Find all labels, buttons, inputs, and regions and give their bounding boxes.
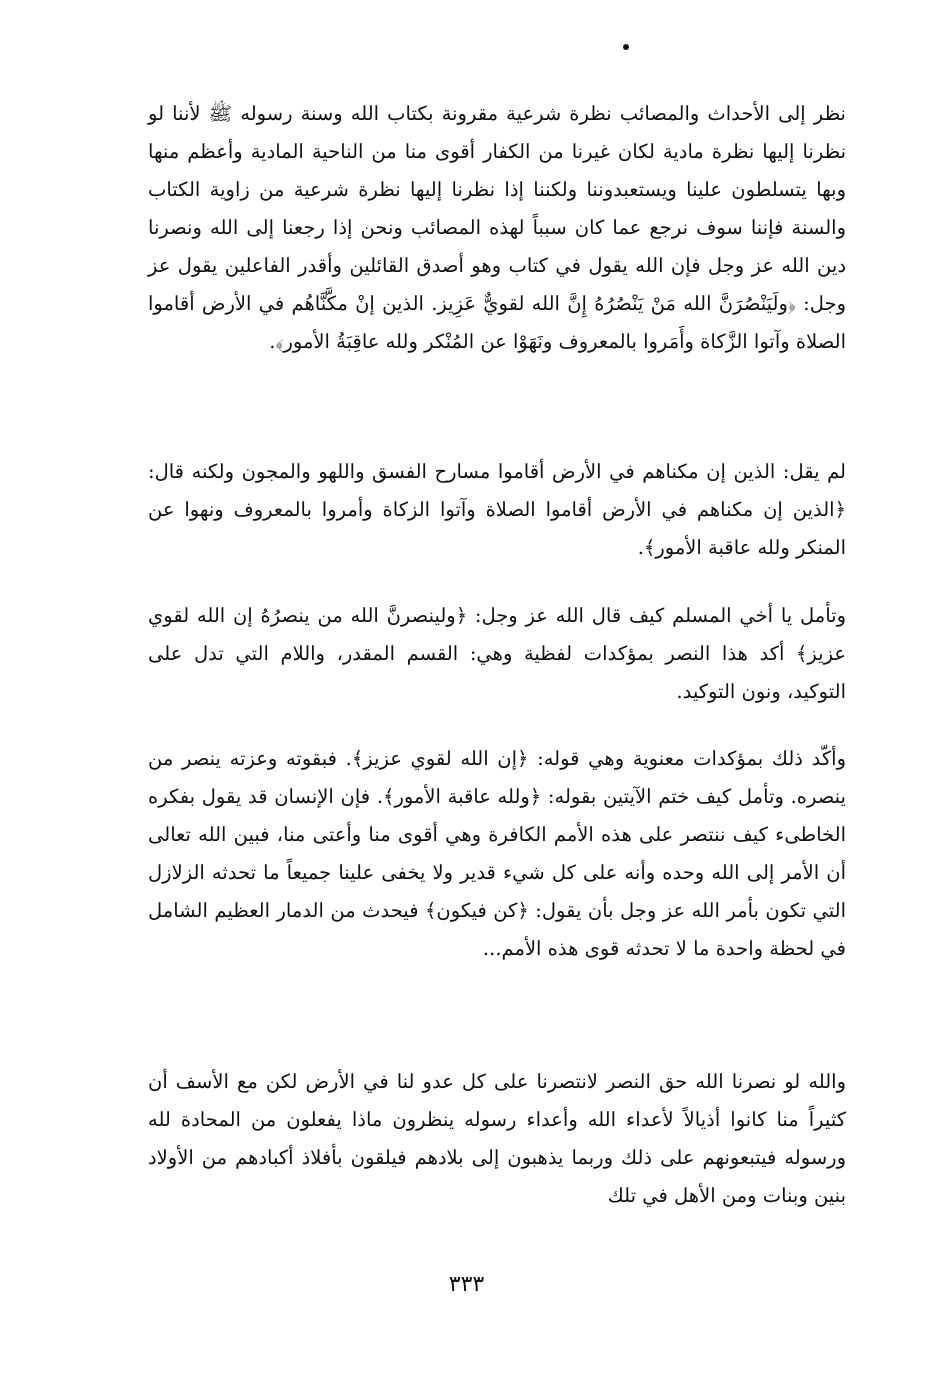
page-number: ٣٣٣ <box>448 1272 485 1297</box>
top-dot-mark <box>623 44 629 50</box>
paragraph-4: وأكّد ذلك بمؤكدات معنوية وهي قوله: ﴿إن الله لقوي عزيز﴾. فبقوته وعزته ينصر من ينصره. وتأمل كيف ختم الآيتين بقوله: ﴿ولله عاقبة الأمور﴾. فإن الإنسان قد يقول بفكره الخاطىء كيف ننتصر على هذه الأمم الكافرة وهي أقوى منا وأعتى منا، فبين الله تعالى أن الأمر إلى الله وحده وأنه على كل شيء قدير ولا يخفى علينا جميعاً ما تحدثه الزلازل التي تكون بأمر الله عز وجل بأن يقول: ﴿كن فيكون﴾ فيحدث من الدمار العظيم الشامل في لحظة واحدة ما لا تحدثه قوى هذه الأمم... <box>148 747 846 960</box>
paragraph-3: وتأمل يا أخي المسلم كيف قال الله عز وجل: ﴿ولينصرنَّ الله من ينصرُهُ إن الله لقوي عزيز﴾ أكد هذا النصر بمؤكدات لفظية وهي: القسم المقدر، واللام التي تدل على التوكيد، ونون التوكيد. <box>148 604 846 703</box>
paragraph-2: لم يقل: الذين إن مكناهم في الأرض أقاموا مسارح الفسق واللهو والمجون ولكنه قال: ﴿الذين إن مكناهم في الأرض أقاموا الصلاة وآتوا الزكاة وأمروا بالمعروف ونهوا عن المنكر ولله عاقبة الأمور﴾. <box>148 460 846 559</box>
paragraph-5: والله لو نصرنا الله حق النصر لانتصرنا على كل عدو لنا في الأرض لكن مع الأسف أن كثيراً منا كانوا أذيالاً لأعداء الله وأعداء رسوله ينظرون ماذا يفعلون من المحادة لله ورسوله فيتبعونهم على ذلك وربما يذهبون إلى بلادهم فيلقون بأفلاذ أكبادهم من الأولاد بنين وبنات ومن الأهل في تلك <box>148 1070 846 1207</box>
paragraph-1: نظر إلى الأحداث والمصائب نظرة شرعية مقرونة بكتاب الله وسنة رسوله ﷺ لأننا لو نظرنا إليها نظرة مادية لكان غيرنا من الكفار أقوى منا من الناحية المادية وأعظم منها وبها يتسلطون علينا ويستعبدوننا ولكننا إذا نظرنا إليها نظرة شرعية من زاوية الكتاب والسنة فإننا سوف نرجع عما كان سبباً لهذه المصائب ونحن إذا رجعنا إلى الله ونصرنا دين الله عز وجل فإن الله يقول في كتاب وهو أصدق القائلين وأقدر الفاعلين يقول عز وجل: ﴿ولَيَنْصُرَنَّ الله مَنْ يَنْصُرُهُ إِنَّ الله لقويٌّ عَزِيز. الذين إنْ مكَّنَّاهُم في الأرض أقاموا الصلاة وآتوا الزَّكاة وأَمَروا بالمعروف ونَهَوْا عن المُنْكر ولله عاقِبَةُ الأمور﴾. <box>148 102 846 353</box>
